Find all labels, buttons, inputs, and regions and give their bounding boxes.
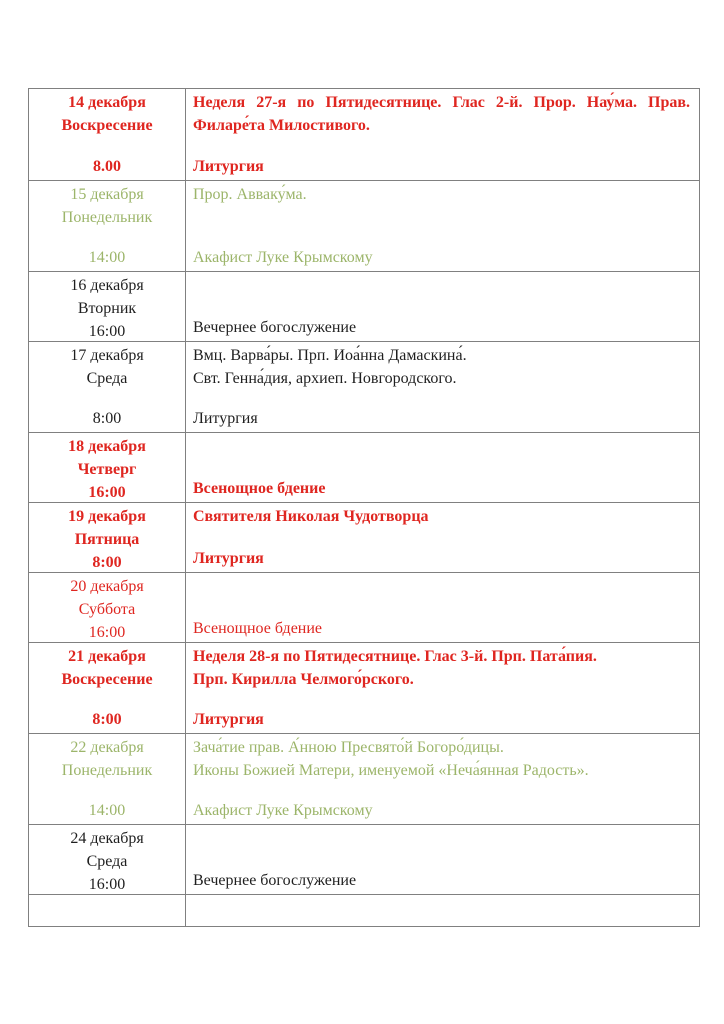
time-text: 8:00	[92, 410, 122, 427]
description-line: Зача́тие прав. А́нною Пресвято́й Богоро́дицы.	[193, 739, 504, 756]
day-text: Среда	[86, 370, 128, 387]
time-text: 14:00	[88, 249, 126, 266]
date-text: 21 декабря	[68, 648, 146, 665]
table-row	[29, 432, 699, 502]
description-line: Неделя 28-я по Пятидесятнице. Глас 3-й. Прп. Пата́пия.	[193, 648, 597, 665]
date-text: 19 декабря	[68, 508, 146, 525]
description-lines	[193, 344, 690, 390]
day-text: Вторник	[77, 300, 137, 317]
date-text: 22 декабря	[70, 739, 144, 756]
table-row	[29, 642, 699, 733]
date-day-block	[35, 736, 179, 782]
date-text: 14 декабря	[68, 94, 146, 111]
table-row	[29, 733, 699, 824]
day-text: Суббота	[78, 601, 136, 618]
service-text: Литургия	[193, 410, 258, 427]
table-row	[29, 89, 699, 180]
service-text: Акафист Луке Крымскому	[193, 249, 373, 266]
service-text: Всенощное бдение	[193, 620, 323, 637]
time-text: 16:00	[88, 484, 126, 501]
date-day-block	[35, 827, 179, 873]
day-text: Воскресение	[61, 117, 153, 134]
description-line: Свт. Генна́дия, архиеп. Новгородского.	[193, 370, 457, 387]
time-text: 8:00	[92, 711, 122, 728]
date-day-block	[35, 505, 179, 551]
service-cell	[186, 825, 699, 894]
description-line: Прп. Кирилла Челмого́рского.	[193, 671, 414, 688]
description-line: Святителя Николая Чудотворца	[193, 508, 429, 525]
date-text: 18 декабря	[68, 438, 146, 455]
date-cell	[29, 643, 186, 733]
service-text: Акафист Луке Крымскому	[193, 802, 373, 819]
service-text: Вечернее богослужение	[193, 872, 357, 889]
date-cell	[29, 573, 186, 642]
service-cell	[186, 895, 699, 926]
table-row	[29, 341, 699, 432]
date-text: 24 декабря	[70, 830, 144, 847]
service-cell	[186, 342, 699, 432]
date-cell	[29, 89, 186, 180]
service-cell	[186, 433, 699, 502]
service-cell	[186, 643, 699, 733]
service-cell	[186, 272, 699, 341]
service-text: Всенощное бдение	[193, 480, 326, 497]
description-lines	[193, 505, 690, 528]
date-day-block	[35, 344, 179, 390]
description-line: Филаре́та Милостивого.	[193, 117, 370, 134]
time-text: 16:00	[88, 624, 126, 641]
date-day-block	[35, 645, 179, 691]
date-day-block	[35, 274, 179, 320]
date-text: 15 декабря	[70, 186, 144, 203]
service-cell	[186, 181, 699, 271]
time-text: 8:00	[92, 554, 122, 571]
date-cell	[29, 503, 186, 572]
description-lines	[193, 736, 690, 782]
service-text: Литургия	[193, 158, 264, 175]
day-text: Понедельник	[61, 762, 153, 779]
day-text: Пятница	[74, 531, 140, 548]
day-text: Воскресение	[61, 671, 153, 688]
date-day-block	[35, 575, 179, 621]
time-text: 14:00	[88, 802, 126, 819]
date-cell	[29, 825, 186, 894]
day-text: Четверг	[77, 461, 137, 478]
service-cell	[186, 573, 699, 642]
time-text: 8.00	[93, 158, 121, 175]
description-line: Прор. Авваку́ма.	[193, 186, 307, 203]
table-row	[29, 572, 699, 642]
date-cell	[29, 895, 186, 926]
service-text: Литургия	[193, 711, 264, 728]
date-day-block	[35, 435, 179, 481]
date-cell	[29, 272, 186, 341]
date-text: 20 декабря	[70, 578, 144, 595]
time-text: 16:00	[88, 876, 126, 893]
description-lines	[193, 91, 690, 137]
service-text: Литургия	[193, 550, 264, 567]
table-row	[29, 894, 699, 926]
table-row	[29, 271, 699, 341]
date-text: 17 декабря	[70, 347, 144, 364]
date-day-block	[35, 183, 179, 229]
day-text: Среда	[86, 853, 128, 870]
service-cell	[186, 89, 699, 180]
service-cell	[186, 503, 699, 572]
description-line: Неделя 27-я по Пятидесятнице. Глас 2-й. Прор. Нау́ма. Прав.	[193, 94, 690, 111]
service-text: Вечернее богослужение	[193, 319, 357, 336]
date-day-block	[35, 91, 179, 137]
date-text: 16 декабря	[70, 277, 144, 294]
time-text: 16:00	[88, 323, 126, 340]
date-cell	[29, 181, 186, 271]
description-line: Вмц. Варва́ры. Прп. Иоа́нна Дамаскина́.	[193, 347, 467, 364]
description-lines	[193, 645, 690, 691]
description-lines	[193, 183, 690, 206]
table-row	[29, 824, 699, 894]
service-cell	[186, 734, 699, 824]
date-cell	[29, 433, 186, 502]
date-cell	[29, 342, 186, 432]
day-text: Понедельник	[61, 209, 153, 226]
date-cell	[29, 734, 186, 824]
description-line: Иконы Божией Матери, именуемой «Неча́янная Радость».	[193, 762, 589, 779]
schedule-table	[28, 88, 700, 927]
table-row	[29, 502, 699, 572]
table-row	[29, 180, 699, 271]
